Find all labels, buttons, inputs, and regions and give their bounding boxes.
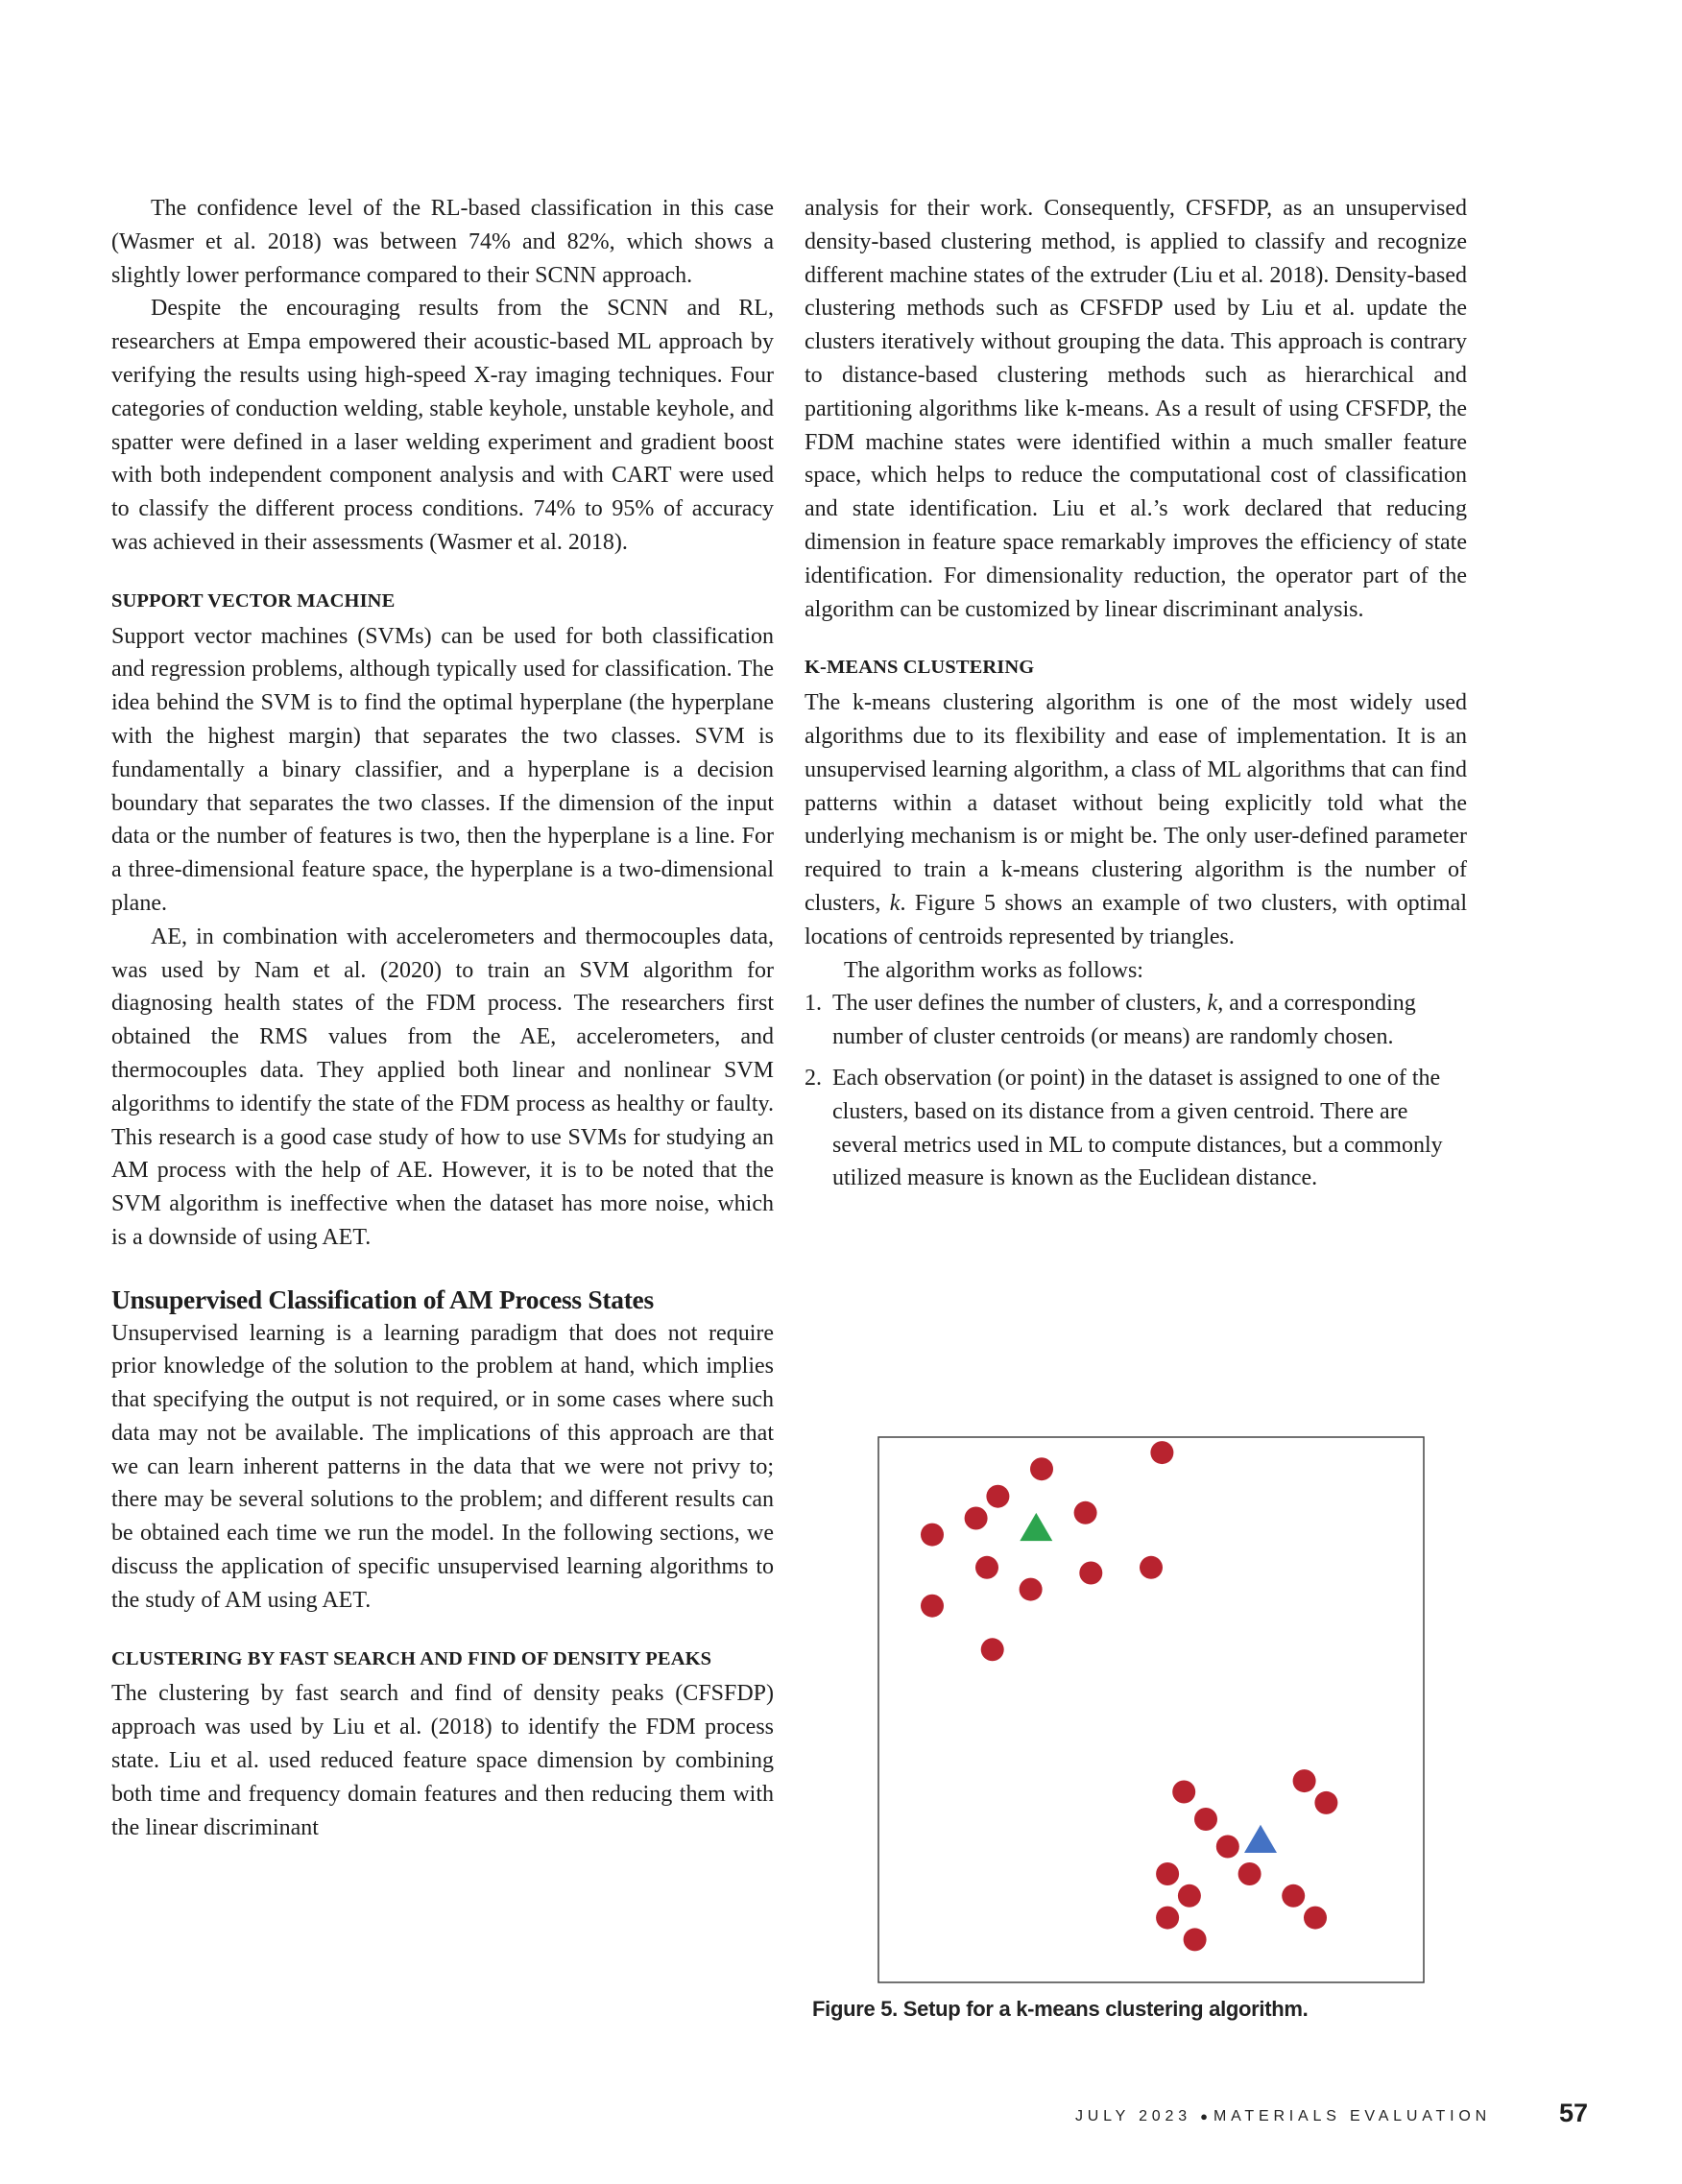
body-paragraph: Unsupervised learning is a learning paradigm that does not require prior knowledge of the solution to the problem at hand, which implies that specifying the output is not required, or in some cases where such data may not be available. The implications of this approach are that we can learn inherent patterns in the data that we were not privy to; there may be several solutions to the problem; and different results can be obtained each time we run the model. In the following sections, we discuss the application of specific unsupervised learning algorithms to the study of AM using AET. bbox=[111, 1320, 774, 1613]
data-point bbox=[1194, 1808, 1217, 1831]
left-column bbox=[111, 192, 774, 1844]
text-run: Each observation (or point) in the dataset is assigned to one of the clusters, based on its distance from a given centroid. There are several metrics used in ML to compute distances, but a commonly utilized measure is known as the Euclidean distance. bbox=[832, 1065, 1443, 1191]
body-paragraph: The confidence level of the RL-based classification in this case (Wasmer et al. 2018) was between 74% and 82%, which shows a slightly lower performance compared to their SCNN approach. bbox=[111, 196, 774, 288]
footer-separator: ● bbox=[1200, 2109, 1208, 2124]
text-run: . Figure 5 shows an example of two clusters, with optimal locations of centroids represented by triangles. bbox=[805, 890, 1467, 949]
data-point bbox=[975, 1556, 998, 1579]
page-footer bbox=[1075, 2108, 1491, 2125]
data-point bbox=[965, 1507, 988, 1530]
data-point bbox=[921, 1595, 944, 1618]
algorithm-steps bbox=[805, 987, 1467, 1195]
kmeans-figure bbox=[877, 1436, 1425, 1983]
body-paragraph: The clustering by fast search and find of density peaks (CFSFDP) approach was used by Liu et al. (2018) to identify the FDM process state. Liu et al. used reduced feature space dimension by combining both time and frequency domain features and then reducing them with the linear discriminant bbox=[111, 1681, 774, 1840]
list-item bbox=[805, 987, 1467, 1054]
data-point bbox=[1216, 1836, 1239, 1859]
data-point bbox=[1282, 1884, 1305, 1908]
text-run: , and a corresponding number of cluster centroids (or means) are randomly chosen. bbox=[832, 991, 1416, 1050]
body-paragraph: The algorithm works as follows: bbox=[844, 957, 1143, 983]
body-paragraph: AE, in combination with accelerometers and thermocouples data, was used by Nam et al. (2020) to train an SVM algorithm for diagnosing health states of the FDM process. The researchers first obtained the RMS values from the AE, accelerometers, and thermocouples data. They applied both linear and nonlinear SVM algorithms to identify the state of the FDM process as healthy or faulty. This research is a good case study of how to use SVMs for studying an AM process with the help of AE. However, it is to be noted that the SVM algorithm is ineffective when the dataset has more noise, which is a downside of using AET. bbox=[111, 924, 774, 1250]
data-point bbox=[1156, 1907, 1179, 1930]
data-point bbox=[1020, 1578, 1043, 1601]
data-point bbox=[981, 1638, 1004, 1661]
data-point bbox=[1178, 1884, 1201, 1908]
body-paragraph bbox=[805, 686, 1467, 953]
footer-issue: JULY 2023 bbox=[1075, 2108, 1191, 2124]
list-number: 1. bbox=[805, 991, 822, 1017]
subheading-cfsfdp: CLUSTERING BY FAST SEARCH AND FIND OF DENSITY PEAKS bbox=[111, 1647, 712, 1669]
figure-frame bbox=[878, 1437, 1424, 1982]
text-run: The user defines the number of clusters, bbox=[832, 991, 1208, 1017]
data-point bbox=[1079, 1562, 1102, 1585]
subheading-svm: SUPPORT VECTOR MACHINE bbox=[111, 589, 396, 612]
section-heading-unsupervised: Unsupervised Classification of AM Process States bbox=[111, 1284, 654, 1314]
variable-k: k bbox=[889, 890, 901, 916]
text-run: The k-means clustering algorithm is one of the most widely used algorithms due to its flexibility and ease of implementation. It is an unsupervised learning algorithm, a class of ML algorithms that can find patterns within a dataset without being explicitly told what the underlying mechanism is or might be. The only user-defined parameter required to train a k-means clustering algorithm is the number of clusters, bbox=[805, 690, 1467, 916]
data-point bbox=[1314, 1791, 1337, 1814]
body-paragraph: Despite the encouraging results from the SCNN and RL, researchers at Empa empowered their acoustic-based ML approach by verifying the results using high-speed X-ray imaging techniques. Four categories of conduction welding, stable keyhole, unstable keyhole, and spatter were defined in a laser welding experiment and gradient boost with both independent component analysis and with CART were used to classify the different process conditions. 74% to 95% of accuracy was achieved in their assessments (Wasmer et al. 2018). bbox=[111, 296, 774, 555]
data-point bbox=[1150, 1441, 1173, 1464]
data-point bbox=[1030, 1457, 1053, 1480]
data-point bbox=[1238, 1862, 1262, 1885]
body-paragraph: analysis for their work. Consequently, CFSFDP, as an unsupervised density-based clustering method, is applied to classify and recognize different machine states of the extruder (Liu et al. 2018). Density-based clustering methods such as CFSFDP used by Liu et al. update the clusters iteratively without grouping the data. This approach is contrary to distance-based clustering methods such as hierarchical and partitioning algorithms like k-means. As a result of using CFSFDP, the FDM machine states were identified within a much smaller feature space, which helps to reduce the computational cost of classification and state identification. Liu et al.’s work declared that reducing dimension in feature space remarkably improves the efficiency of state identification. For dimensionality reduction, the operator part of the algorithm can be customized by linear discriminant analysis. bbox=[805, 196, 1467, 622]
right-column bbox=[805, 192, 1467, 1203]
body-paragraph: Support vector machines (SVMs) can be used for both classification and regression problems, although typically used for classification. The idea behind the SVM is to find the optimal hyperplane (the hyperplane with the highest margin) that separates the two classes. SVM is fundamentally a binary classifier, and a hyperplane is a decision boundary that separates the two classes. If the dimension of the input data or the number of features is two, then the hyperplane is a line. For a three-dimensional feature space, the hyperplane is a two-dimensional plane. bbox=[111, 623, 774, 916]
data-point bbox=[1156, 1862, 1179, 1885]
data-point bbox=[1304, 1907, 1327, 1930]
kmeans-scatter bbox=[877, 1436, 1425, 1983]
list-number: 2. bbox=[805, 1065, 822, 1091]
data-point bbox=[1184, 1928, 1207, 1951]
data-point bbox=[921, 1524, 944, 1547]
subheading-kmeans: K-MEANS CLUSTERING bbox=[805, 657, 1035, 679]
data-point bbox=[1074, 1501, 1097, 1524]
figure-caption: Figure 5. Setup for a k-means clustering algorithm. bbox=[812, 1997, 1309, 2021]
data-point bbox=[986, 1485, 1009, 1508]
variable-k: k bbox=[1207, 991, 1218, 1017]
footer-publication: MATERIALS EVALUATION bbox=[1213, 2108, 1491, 2124]
data-point bbox=[1140, 1556, 1163, 1579]
data-point bbox=[1172, 1781, 1195, 1804]
page-number: 57 bbox=[1559, 2099, 1589, 2127]
list-item bbox=[805, 1062, 1467, 1195]
data-point bbox=[1293, 1769, 1316, 1792]
